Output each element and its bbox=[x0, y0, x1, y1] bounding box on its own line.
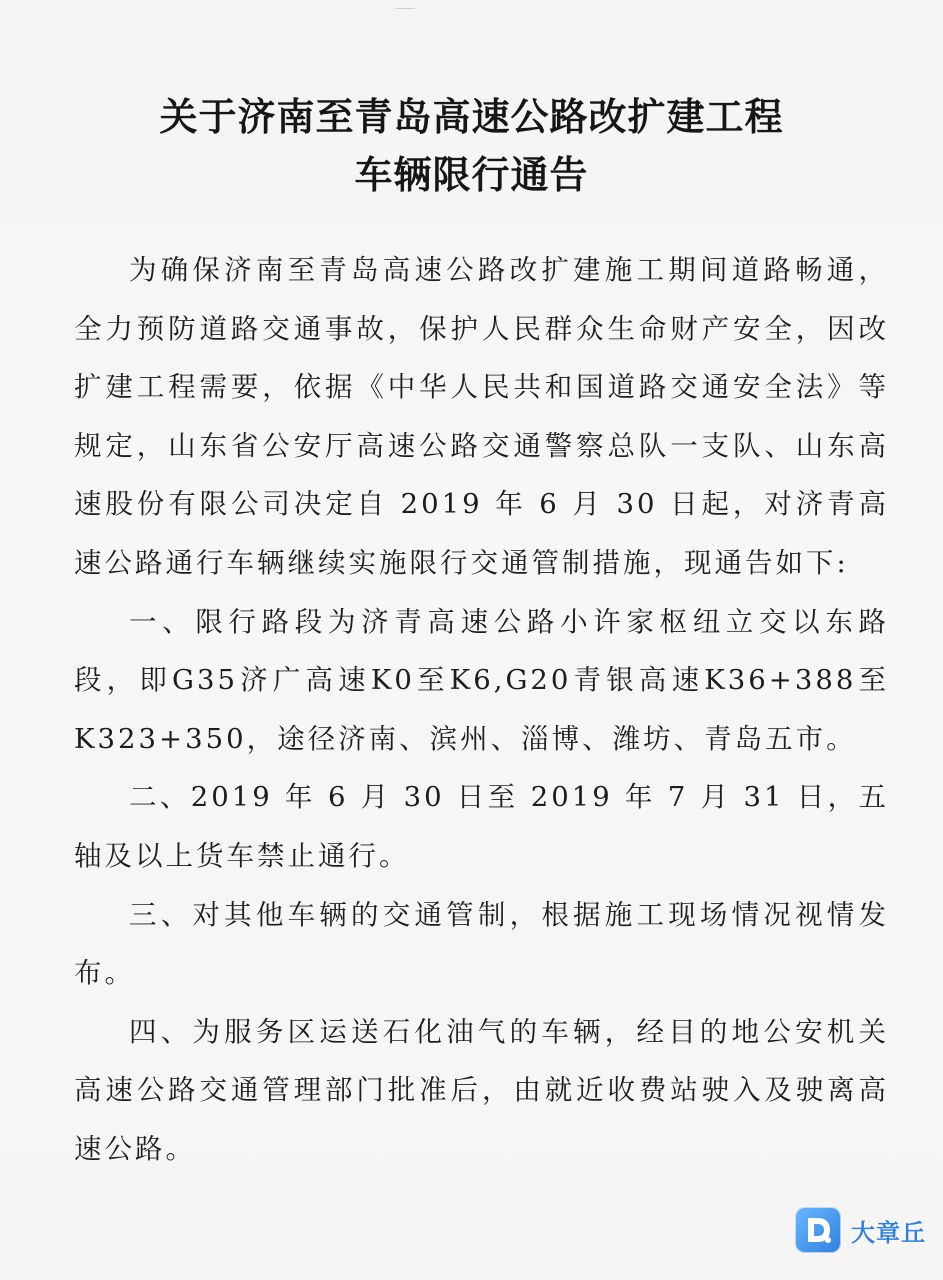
document-title-line-2: 车辆限行通告 bbox=[354, 153, 589, 197]
watermark bbox=[795, 1206, 926, 1254]
document-title-line-1: 关于济南至青岛高速公路改扩建工程 bbox=[159, 95, 784, 139]
watermark-brand: 大章丘 bbox=[851, 1218, 926, 1247]
paragraph-intro: 为确保济南至青岛高速公路改扩建施工期间道路畅通，全力预防道路交通事故，保护人民群众生命财产安全，因改扩建工程需要，依据《中华人民共和国道路交通安全法》等规定，山东省公安厅高速公路交通警察总队一支队、山东高速股份有限公司决定自 2019 年 6 月 30 日起，对济青高速公路通行车辆继续实施限行交通管制措施，现通告如下: bbox=[74, 254, 889, 579]
d-letter-logo-icon bbox=[795, 1207, 841, 1253]
paragraph-item-3: 三、对其他车辆的交通管制，根据施工现场情况视情发布。 bbox=[74, 898, 889, 990]
scan-mark bbox=[395, 8, 415, 13]
document-body bbox=[74, 241, 889, 1179]
paragraph-item-2: 二、2019 年 6 月 30 日至 2019 年 7 月 31 日，五轴及以上货车禁止通行。 bbox=[74, 781, 889, 872]
paragraph-item-4: 四、为服务区运送石化油气的车辆，经目的地公安机关高速公路交通管理部门批准后，由就近收费站驶入及驶离高速公路。 bbox=[74, 1015, 889, 1165]
paragraph-item-1: 一、限行路段为济青高速公路小许家枢纽立交以东路段，即G35济广高速K0至K6,G20青银高速K36+388至K323+350，途径济南、滨州、淄博、潍坊、青岛五市。 bbox=[74, 605, 889, 755]
